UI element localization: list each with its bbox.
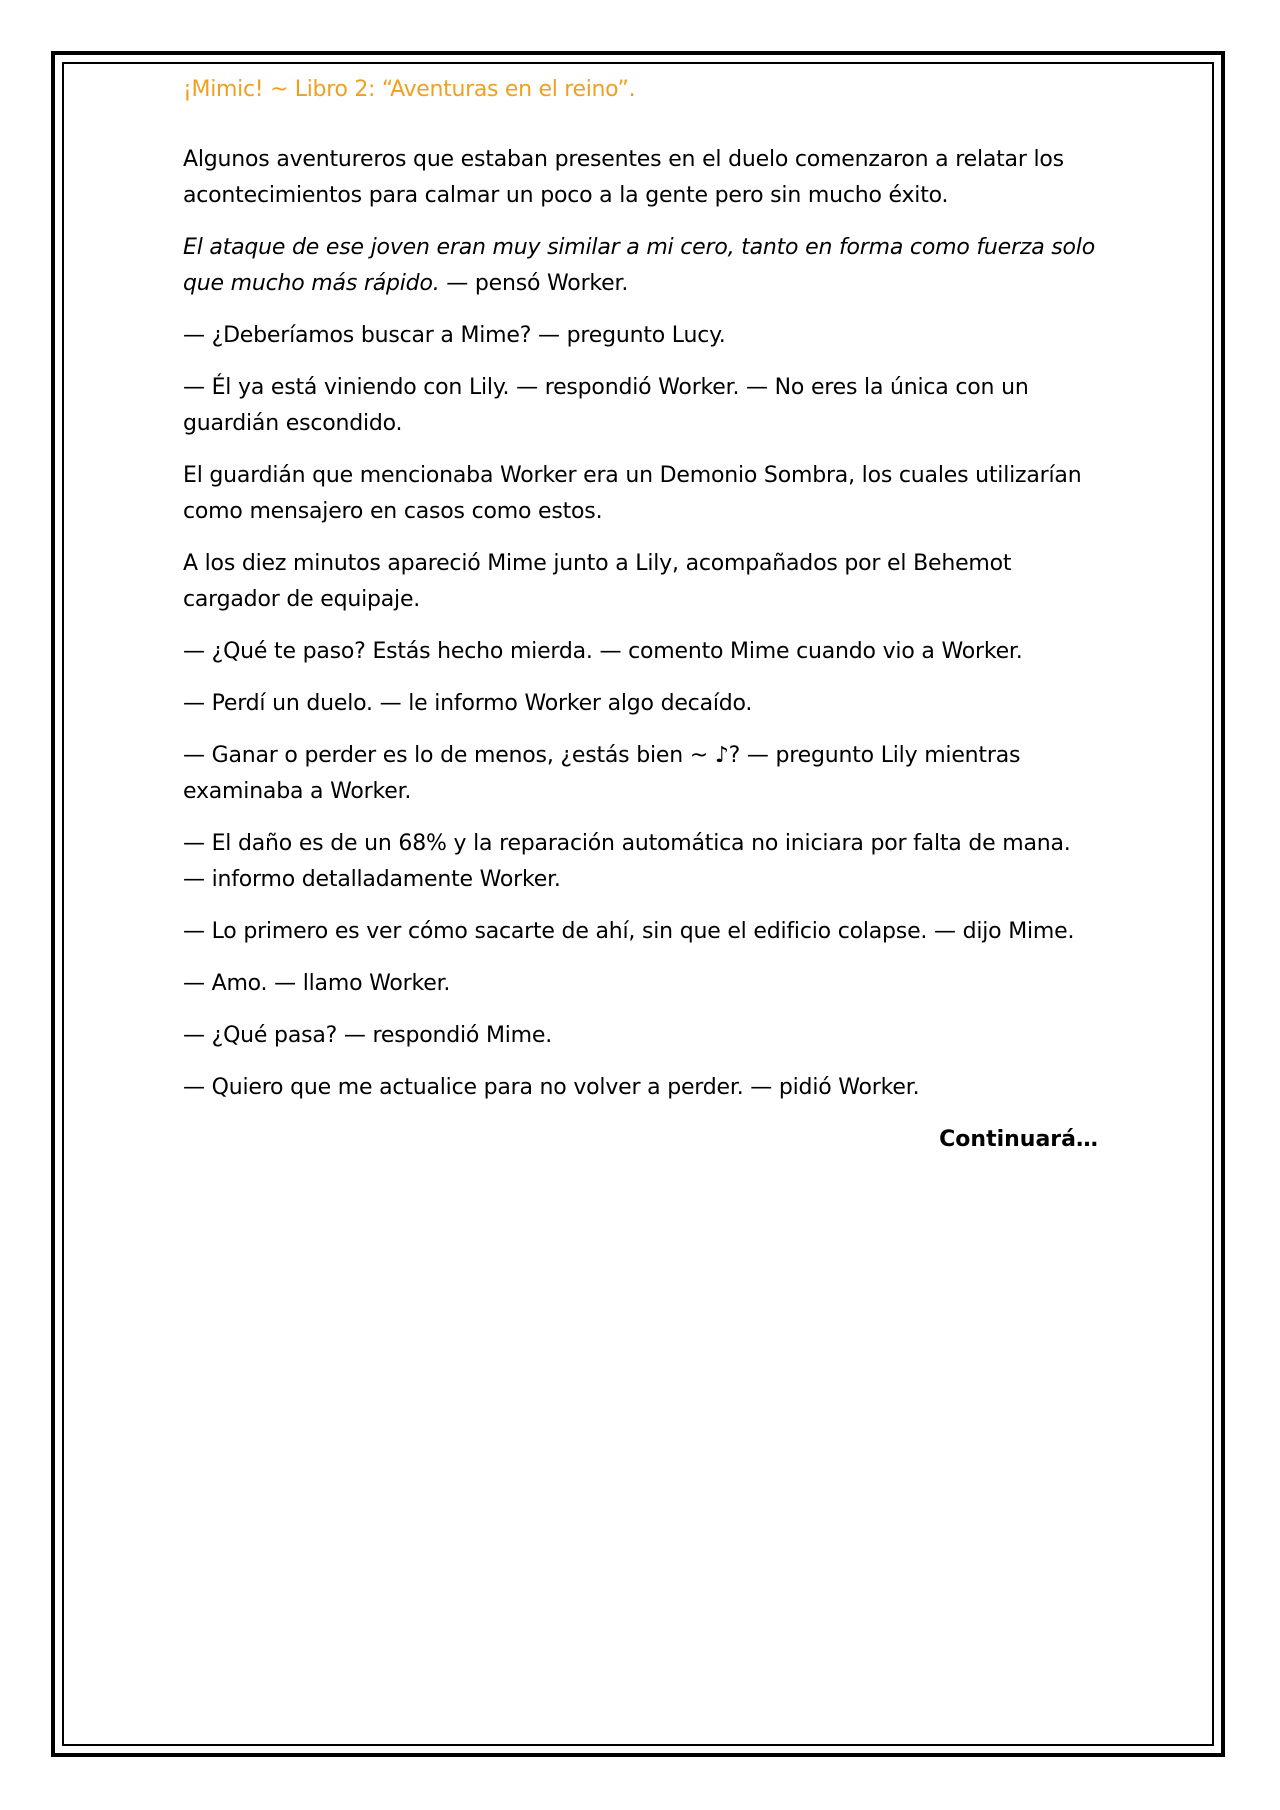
paragraph: — Amo. — llamo Worker. — [183, 971, 451, 996]
paragraph: — El daño es de un 68% y la reparación automática no iniciara por falta de mana. — informo detalladamente Worker. — [183, 831, 1071, 892]
thought-attribution: — pensó Worker. — [439, 271, 629, 296]
paragraph: — Perdí un duelo. — le informo Worker algo decaído. — [183, 691, 753, 716]
paragraph: — ¿Qué pasa? — respondió Mime. — [183, 1023, 553, 1048]
paragraph: El guardián que mencionaba Worker era un Demonio Sombra, los cuales utilizarían como mensajero en casos como estos. — [183, 463, 1082, 524]
paragraph: — ¿Deberíamos buscar a Mime? — pregunto Lucy. — [183, 323, 726, 348]
thought-text: El ataque de ese joven eran muy similar a mi cero, tanto en forma como fuerza solo que mucho más rápido. — [183, 235, 1095, 296]
paragraph: — Ganar o perder es lo de menos, ¿estás bien ~ ♪? — pregunto Lily mientras examinaba a Worker. — [183, 743, 1021, 804]
paragraph: Algunos aventureros que estaban presentes en el duelo comenzaron a relatar los acontecimientos para calmar un poco a la gente pero sin mucho éxito. — [183, 147, 1064, 208]
paragraph: — Quiero que me actualice para no volver a perder. — pidió Worker. — [183, 1075, 920, 1100]
paragraph: — Lo primero es ver cómo sacarte de ahí, sin que el edificio colapse. — dijo Mime. — [183, 919, 1075, 944]
paragraph: — ¿Qué te paso? Estás hecho mierda. — comento Mime cuando vio a Worker. — [183, 639, 1023, 664]
paragraph: A los diez minutos apareció Mime junto a Lily, acompañados por el Behemot cargador de equipaje. — [183, 551, 1012, 612]
book-header: ¡Mimic! ~ Libro 2: “Aventuras en el reino”. — [183, 77, 636, 102]
continued-label: Continuará… — [939, 1127, 1098, 1152]
page-content — [183, 74, 1098, 1158]
paragraph: — Él ya está viniendo con Lily. — respondió Worker. — No eres la única con un guardián escondido. — [183, 375, 1029, 436]
thought-paragraph — [183, 230, 1098, 302]
